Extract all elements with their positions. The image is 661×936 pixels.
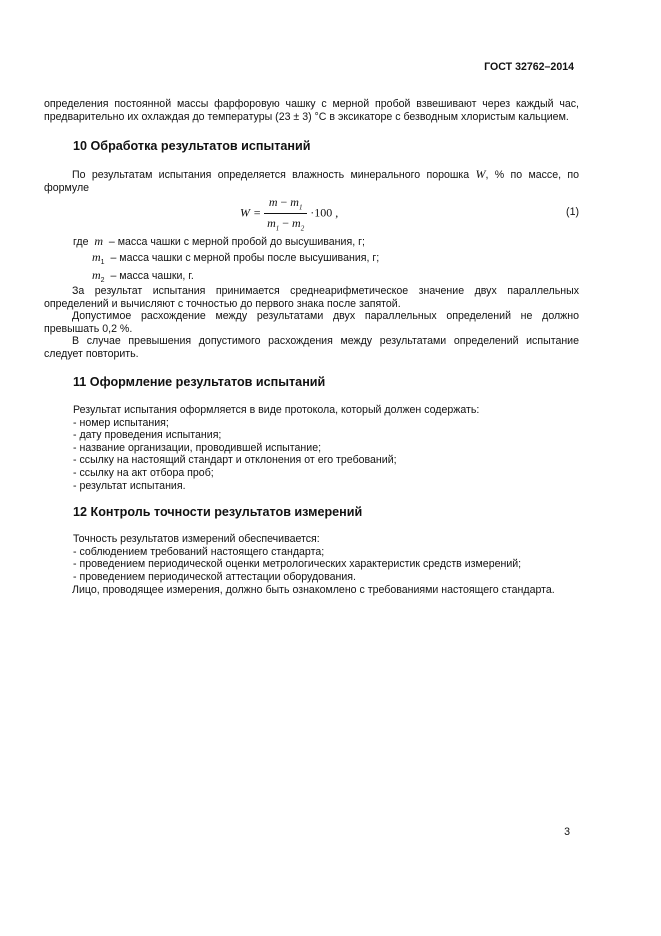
where-m2-sub: 2 [100, 277, 105, 285]
where-m2 [92, 268, 194, 284]
section-10-p2: За результат испытания принимается среднеарифметическое значение двух параллельных определений и вычисляют с точностью до первого знака после запятой. [44, 285, 579, 310]
list-item: - соблюдением требований настоящего стандарта; [73, 545, 325, 558]
den-m2-sub: 2 [300, 224, 305, 233]
den-m2: m [292, 216, 301, 231]
where-m [73, 234, 365, 249]
section-10-body [44, 285, 579, 360]
formula-1 [240, 195, 338, 233]
num-minus: − [277, 195, 291, 209]
num-m1: m [290, 195, 299, 209]
list-item: - название организации, проводившей испытание; [73, 441, 322, 454]
page-number: 3 [564, 826, 570, 838]
section-11-list [73, 404, 479, 492]
list-item: - ссылку на акт отбора проб; [73, 466, 214, 479]
section-10-p3: Допустимое расхождение между результатами двух параллельных определений не должно превышать 0,2 %. [44, 310, 579, 335]
formula-denominator [264, 214, 307, 232]
list-item: - дату проведения испытания; [73, 429, 222, 442]
document-header: ГОСТ 32762–2014 [484, 61, 574, 73]
where-m-text: – масса чашки с мерной пробой до высушивания, г; [108, 236, 365, 248]
den-m1-sub: 1 [275, 224, 280, 233]
section-10-title: 10 Обработка результатов испытаний [73, 139, 311, 153]
where-m1-sub: 1 [100, 259, 105, 267]
where-m-var: m [94, 234, 104, 248]
list-item: - результат испытания. [73, 479, 186, 492]
den-minus: − [279, 216, 293, 231]
section-12-closing [44, 584, 579, 597]
formula-tail: ·100 , [310, 205, 339, 220]
num-m1-sub: 1 [298, 203, 303, 212]
formula-number: (1) [566, 206, 579, 218]
section-10-intro [44, 168, 579, 194]
intro-text: определения постоянной массы фарфоровую чашку с мерной пробой взвешивают через каждый час, предварительно их охлаждая до температуры (23 ± 3) °С в эксикаторе с безводным хлористым кальцием. [44, 98, 579, 123]
formula-fraction [264, 195, 307, 233]
list-item: - проведением периодической оценки метрологических характеристик средств измерений; [73, 558, 522, 571]
den-m1: m [267, 216, 276, 231]
p1-text-a: По результатам испытания определяется влажность минерального порошка [72, 169, 470, 181]
where-m1-var: m [92, 250, 101, 264]
section-12-closing-text: Лицо, проводящее измерения, должно быть ознакомлено с требованиями настоящего стандарта. [72, 584, 555, 596]
where-m1 [92, 250, 379, 266]
section-10-p4: В случае превышения допустимого расхождения между результатами определений испытание следует повторить. [44, 335, 579, 360]
section-11-title: 11 Оформление результатов испытаний [73, 375, 326, 389]
section-12-title: 12 Контроль точности результатов измерений [73, 505, 363, 519]
where-m1-text: – масса чашки с мерной пробы после высушивания, г; [110, 252, 380, 264]
section-10-p1 [44, 168, 579, 194]
where-prefix: где [73, 236, 89, 248]
intro-paragraph [44, 98, 579, 123]
where-m2-var: m [92, 268, 101, 282]
formula-lhs: W = [240, 205, 262, 220]
formula-numerator [264, 195, 307, 214]
list-item: - номер испытания; [73, 416, 169, 429]
p1-text-b: , % по массе, по формуле [44, 169, 579, 194]
list-item: - проведением периодической аттестации оборудования. [73, 570, 356, 583]
num-m: m [268, 195, 278, 209]
section-12-list [73, 533, 521, 583]
where-m2-text: – масса чашки, г. [110, 270, 194, 282]
list-item: - ссылку на настоящий стандарт и отклонения от его требований; [73, 454, 397, 467]
section-11-lead: Результат испытания оформляется в виде протокола, который должен содержать: [73, 404, 480, 416]
section-12-lead: Точность результатов измерений обеспечивается: [73, 533, 320, 545]
p1-variable: W [475, 167, 486, 181]
